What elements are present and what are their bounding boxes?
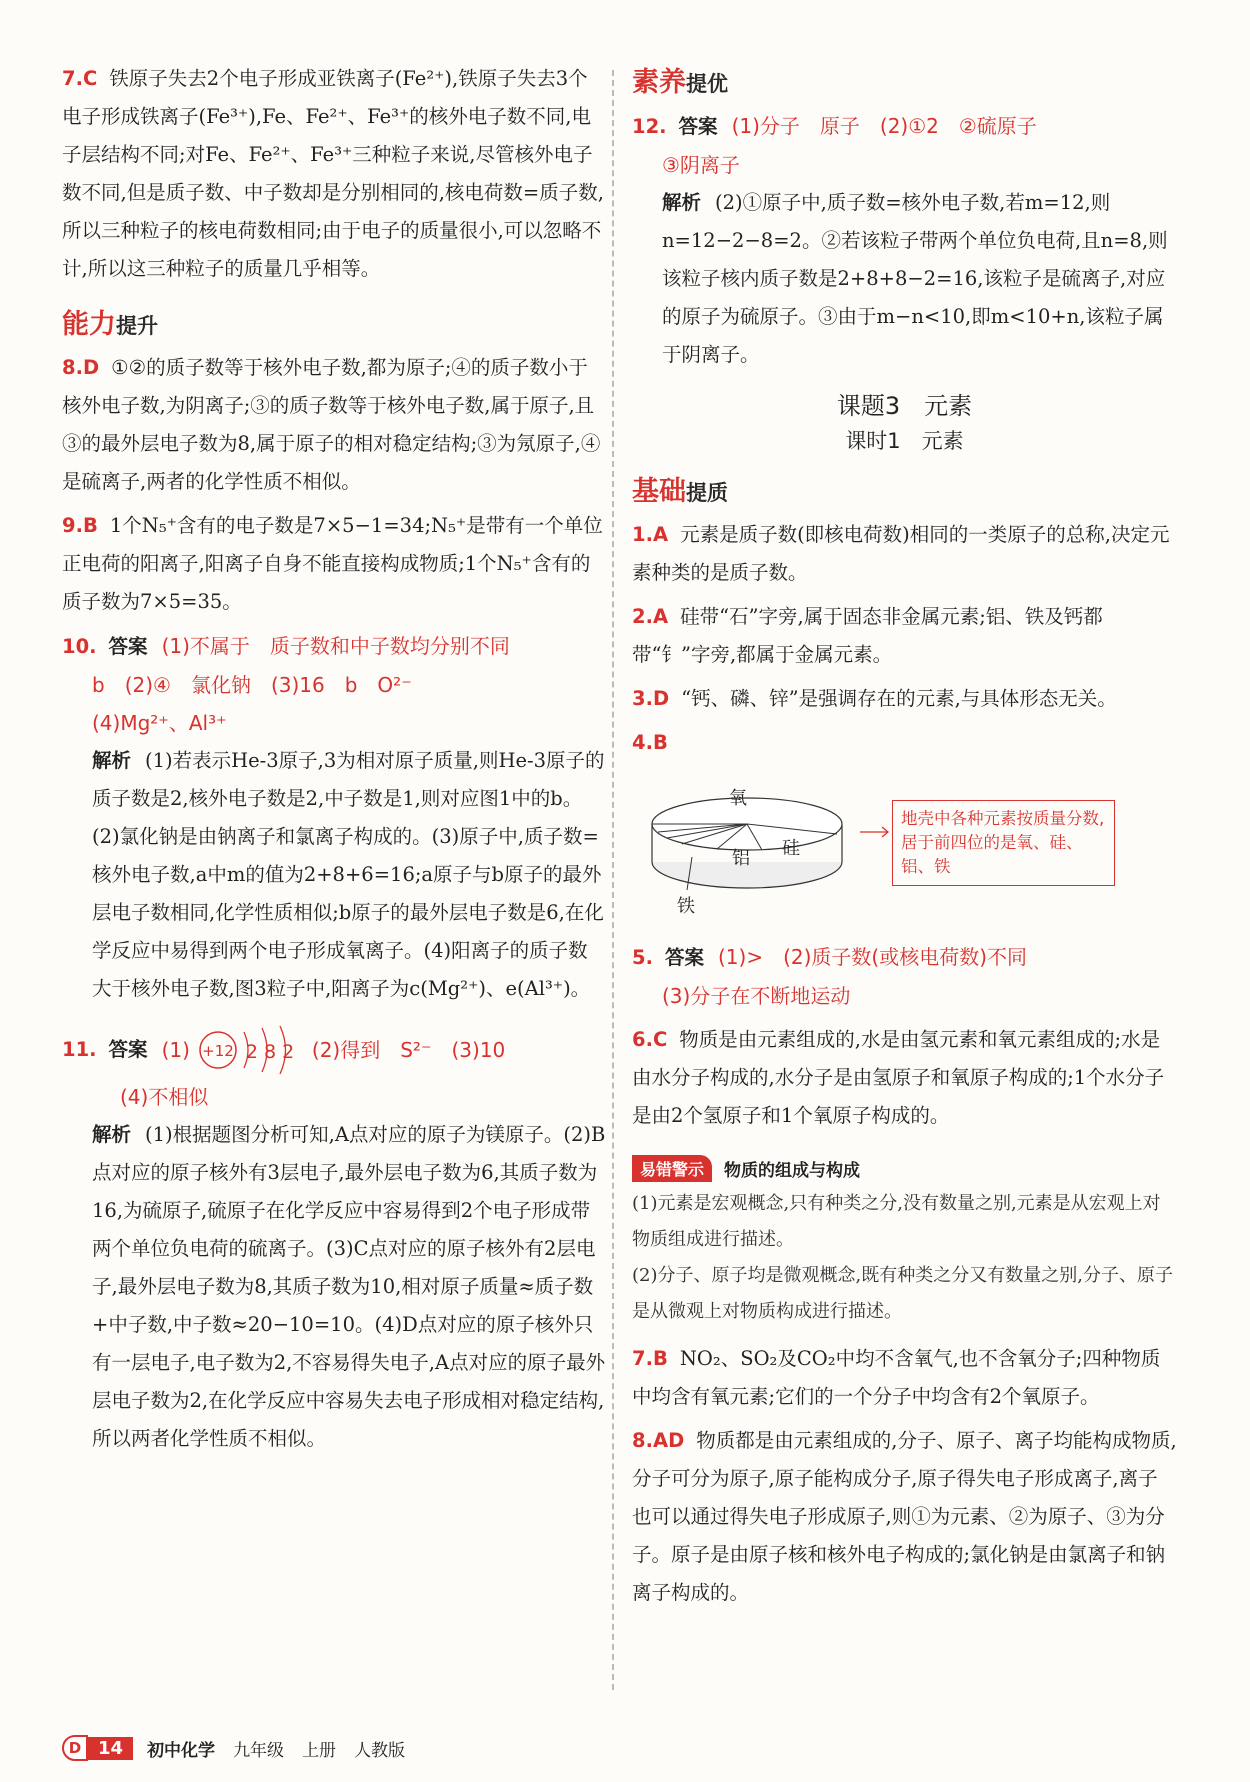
warning-note-2: (2)分子、原子均是微观概念,既有种类之分又有数量之别,分子、原子是从微观上对物质构成进行描述。 xyxy=(632,1265,1173,1322)
question-11-analysis: 解析 (1)根据题图分析可知,A点对应的原子为镁原子。(2)B点对应的原子核外有3层电子,最外层电子数为6,其质子数为16,为硫原子,硫原子在化学反应中容易得到2个电子形成带两个单位负电荷的硫离子。(3)C点对应的原子核外有2层电子,最外层电子数为8,其质子数为10,相对原子质量≈质子数+中子数,中子数≈20−10=10。(4)D点对应的原子核外只有一层电子,电子数为2,不容易得失电子,A点对应的原子最外层电子数为2,在化学反应中容易失去电子形成相对稳定结构,所以两者化学性质不相似。 xyxy=(92,1123,606,1450)
question-8: 8.D ①②的质子数等于核外电子数,都为原子;④的质子数小于核外电子数,为阴离子;③的质子数等于核外电子数,属于原子,且③的最外层电子数为8,属于原子的相对稳定结构;③为氖原子,④是硫离子,两者的化学性质不相似。 xyxy=(62,356,601,493)
question-12-answer-line2: ③阴离子 xyxy=(662,153,740,177)
pie-label-oxygen: 氧 xyxy=(729,788,747,809)
lesson-subtitle: 课时1 元素 xyxy=(845,429,964,453)
question-11 xyxy=(62,1022,607,1458)
section-heading-jichu: 基础提质 xyxy=(632,476,728,507)
pie-label-silicon: 硅 xyxy=(782,838,800,859)
element-question-4: 4.B xyxy=(632,731,668,754)
footer-badge: D xyxy=(62,1735,88,1761)
question-10-answer-line3: (4)Mg²⁺、Al³⁺ xyxy=(92,711,227,735)
section-heading-nengli: 能力提升 xyxy=(62,309,158,340)
magnesium-atom-structure-diagram xyxy=(196,1022,306,1078)
callout-arrow xyxy=(860,822,890,842)
page-footer xyxy=(62,1735,423,1761)
question-12 xyxy=(632,107,1177,374)
question-10-analysis: 解析 (1)若表示He-3原子,3为相对原子质量,则He-3原子的质子数是2,核外电子数是2,中子数是1,则对应图1中的b。(2)氯化钠是由钠离子和氯离子构成的。(3)原子中,质子数=核外电子数,a中m的值为2+8+6=16;a原子与b原子的最外层电子数相同,化学性质相似;b原子的最外层电子数是6,在化学反应中易得到两个电子形成氧离子。(4)阳离子的质子数大于核外电子数,图3粒子中,阳离子为c(Mg²⁺)、e(Al³⁺)。 xyxy=(92,749,605,1000)
element-question-3: 3.D “钙、磷、锌”是强调存在的元素,与具体形态无关。 xyxy=(632,687,1117,710)
footer-edition: 人教版 xyxy=(354,1740,406,1761)
element-question-7: 7.B NO₂、SO₂及CO₂中均不含氧气,也不含氧分子;四种物质中均含有氧元素;它们的一个分子中均含有2个氧原子。 xyxy=(632,1347,1161,1408)
question-12-answer: 12. 答案 (1)分子 原子 (2)①2 ②硫原子 xyxy=(632,114,1037,138)
warning-title: 物质的组成与构成 xyxy=(724,1161,861,1181)
question-12-analysis: 解析 (2)①原子中,质子数=核外电子数,若m=12,则n=12−2−8=2。②若该粒子带两个单位负电荷,且n=8,则该粒子核内质子数是2+8+8−2=16,该粒子是硫离子,对应的原子为硫原子。③由于m−n<10,即m<10+n,该粒子属于阴离子。 xyxy=(662,191,1168,366)
footer-subject: 初中化学 xyxy=(147,1740,216,1761)
question-11-answer-line2: (4)不相似 xyxy=(120,1085,209,1109)
element-question-1: 1.A 元素是质子数(即核电荷数)相同的一类原子的总称,决定元素种类的是质子数。 xyxy=(632,523,1170,584)
section-heading-suyang: 素养提优 xyxy=(632,67,728,98)
pie-callout-note: 地壳中各种元素按质量分数,居于前四位的是氧、硅、铝、铁 xyxy=(892,800,1115,886)
element-question-6: 6.C 物质是由元素组成的,水是由氢元素和氧元素组成的;水是由水分子构成的,水分子是由氢原子和氧原子构成的;1个水分子是由2个氢原子和1个氧原子构成的。 xyxy=(632,1028,1165,1127)
question-10-answer-line2: b (2)④ 氯化钠 (3)16 b O²⁻ xyxy=(92,673,412,697)
question-7: 7.C 铁原子失去2个电子形成亚铁离子(Fe²⁺),铁原子失去3个电子形成铁离子(Fe³⁺),Fe、Fe²⁺、Fe³⁺的核外电子数不同,电子层结构不同;对Fe、Fe²⁺、Fe³⁺三种粒子来说,尽管核外电子数不同,但是质子数、中子数却是分别相同的,核电荷数=质子数,所以三种粒子的核电荷数相同;由于电子的质量很小,可以忽略不计,所以这三种粒子的质量几乎相等。 xyxy=(62,67,604,280)
shell-electrons: 2 8 2 xyxy=(245,1041,295,1063)
right-column xyxy=(632,60,1177,1618)
column-divider xyxy=(612,70,614,1690)
element-question-8: 8.AD 物质都是由元素组成的,分子、原子、离子均能构成物质,分子可分为原子,原子能构成分子,原子得失电子形成离子,离子也可以通过得失电子形成原子,则①为元素、②为原子、③为分子。原子是由原子核和核外电子构成的;氯化钠是由氯离子和钠离子构成的。 xyxy=(632,1429,1177,1604)
error-warning-box xyxy=(632,1155,1177,1182)
element-question-5 xyxy=(632,938,1177,1015)
pie-label-iron: 铁 xyxy=(677,896,695,917)
warning-badge: 易错警示 xyxy=(632,1155,712,1182)
warning-note-1: (1)元素是宏观概念,只有种类之分,没有数量之别,元素是从宏观上对物质组成进行描述。 xyxy=(632,1193,1161,1250)
page-number: 14 xyxy=(88,1737,133,1760)
footer-volume: 上册 xyxy=(302,1740,337,1761)
element-question-5-answer: 5. 答案 (1)> (2)质子数(或核电荷数)不同 xyxy=(632,945,1028,969)
element-question-5-answer-line2: (3)分子在不断地运动 xyxy=(662,984,851,1008)
pie-label-aluminum: 铝 xyxy=(732,848,750,869)
lesson-title: 课题3 元素 xyxy=(836,392,973,420)
left-column xyxy=(62,60,607,1464)
crust-element-pie-diagram xyxy=(632,772,1177,932)
element-question-2: 2.A 硅带“石”字旁,属于固态非金属元素;铝、铁及钙都带“钅”字旁,都属于金属元素。 xyxy=(632,605,1103,666)
footer-info xyxy=(147,1736,423,1761)
question-10-answer: 10. 答案 (1)不属于 质子数和中子数均分别不同 xyxy=(62,634,510,658)
nucleus-label: +12 xyxy=(202,1042,234,1060)
question-10 xyxy=(62,627,607,1008)
question-9: 9.B 1个N₅⁺含有的电子数是7×5−1=34;N₅⁺是带有一个单位正电荷的阳离子,阳离子自身不能直接构成物质;1个N₅⁺含有的质子数为7×5=35。 xyxy=(62,514,603,613)
footer-grade: 九年级 xyxy=(233,1740,285,1761)
question-11-answer: 11. 答案 (1) +12 2 8 2 (2)得到 S²⁻ (3)10 xyxy=(62,1022,607,1078)
